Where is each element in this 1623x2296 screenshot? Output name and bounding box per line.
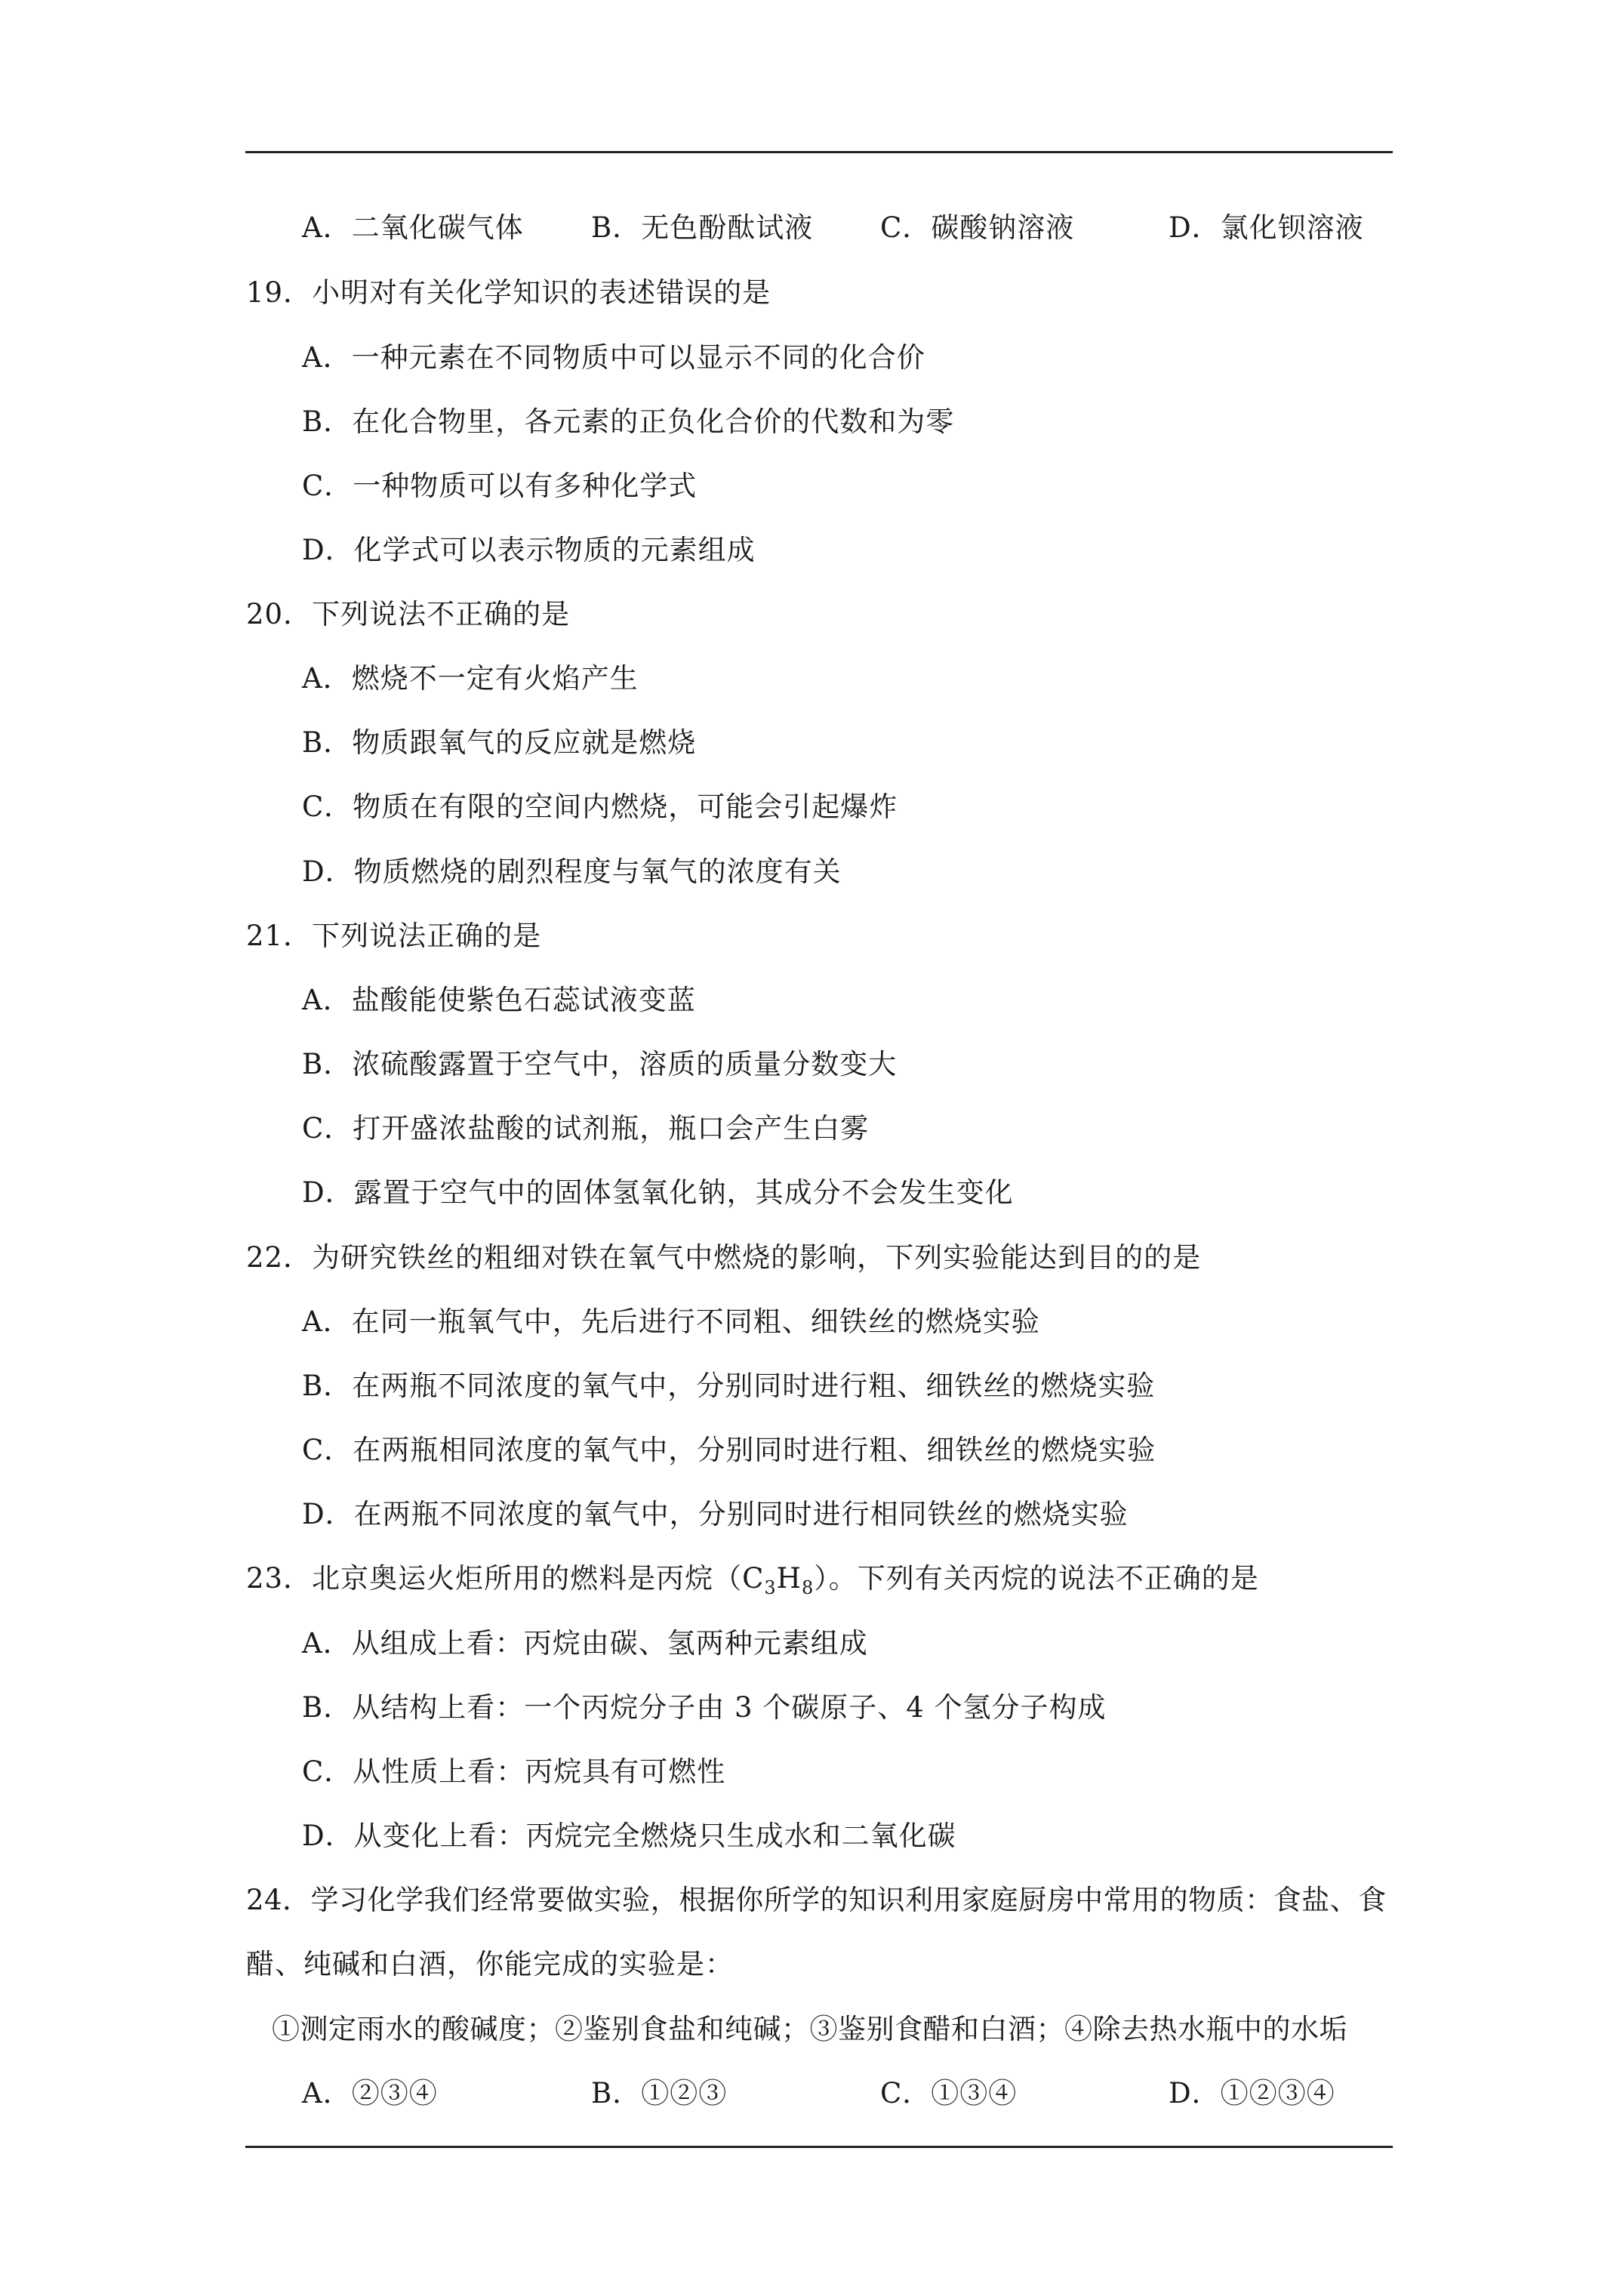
q19-stem: 19．小明对有关化学知识的表述错误的是	[246, 276, 771, 309]
q22-option-b: B．在两瓶不同浓度的氧气中，分别同时进行粗、细铁丝的燃烧实验	[302, 1370, 1156, 1402]
q23-stem-mid: H	[776, 1562, 802, 1595]
q24-items: ①测定雨水的酸碱度；②鉴别食盐和纯碱；③鉴别食醋和白酒；④除去热水瓶中的水垢	[272, 2013, 1347, 2045]
q19-option-d: D．化学式可以表示物质的元素组成	[302, 534, 756, 566]
q22-option-d: D．在两瓶不同浓度的氧气中，分别同时进行相同铁丝的燃烧实验	[302, 1498, 1129, 1530]
q23-stem-after: ）。下列有关丙烷的说法不正确的是	[814, 1562, 1259, 1595]
q21-stem: 21．下列说法正确的是	[246, 920, 542, 952]
q21-option-c: C．打开盛浓盐酸的试剂瓶，瓶口会产生白雾	[302, 1112, 870, 1145]
q19-option-c: C．一种物质可以有多种化学式	[302, 470, 698, 502]
q23-subscript-3: 3	[764, 1577, 777, 1598]
q24-options	[0, 2077, 1623, 2110]
q23-option-c: C．从性质上看：丙烷具有可燃性	[302, 1755, 726, 1788]
q23-stem	[246, 1562, 1259, 1598]
q24-option-c: C．①③④	[880, 2077, 1018, 2110]
q21-option-b: B．浓硫酸露置于空气中，溶质的质量分数变大	[302, 1048, 898, 1080]
q24-option-d: D．①②③④	[1169, 2077, 1335, 2110]
q24-option-b: B．①②③	[591, 2077, 728, 2110]
q18-option-d: D．氯化钡溶液	[1169, 211, 1364, 244]
q20-option-d: D．物质燃烧的剧烈程度与氧气的浓度有关	[302, 855, 842, 888]
footer-rule	[245, 2146, 1393, 2148]
q22-option-a: A．在同一瓶氧气中，先后进行不同粗、细铁丝的燃烧实验	[302, 1305, 1040, 1338]
q18-option-a: A．二氧化碳气体	[302, 211, 524, 244]
q20-option-a: A．燃烧不一定有火焰产生	[302, 662, 639, 695]
q23-subscript-8: 8	[801, 1577, 815, 1598]
q22-option-c: C．在两瓶相同浓度的氧气中，分别同时进行粗、细铁丝的燃烧实验	[302, 1434, 1156, 1466]
q18-option-b: B．无色酚酞试液	[591, 211, 814, 244]
q20-option-c: C．物质在有限的空间内燃烧，可能会引起爆炸	[302, 791, 898, 823]
header-rule	[245, 151, 1393, 153]
q23-option-b: B．从结构上看：一个丙烷分子由 3 个碳原子、4 个氢分子构成	[302, 1691, 1107, 1724]
q23-option-a: A．从组成上看：丙烷由碳、氢两种元素组成	[302, 1627, 868, 1660]
q21-option-d: D．露置于空气中的固体氢氧化钠，其成分不会发生变化	[302, 1176, 1014, 1209]
q21-option-a: A．盐酸能使紫色石蕊试液变蓝	[302, 984, 696, 1016]
q19-option-b: B．在化合物里，各元素的正负化合价的代数和为零	[302, 405, 955, 438]
q24-stem-line2: 醋、纯碱和白酒，你能完成的实验是：	[246, 1948, 734, 1980]
q19-option-a: A．一种元素在不同物质中可以显示不同的化合价	[302, 341, 925, 374]
q23-stem-before: 23．北京奥运火炬所用的燃料是丙烷（C	[246, 1562, 765, 1595]
q20-stem: 20．下列说法不正确的是	[246, 598, 571, 630]
q24-stem-line1: 24．学习化学我们经常要做实验，根据你所学的知识利用家庭厨房中常用的物质：食盐、食	[246, 1884, 1387, 1916]
q18-options	[0, 211, 1623, 245]
q18-option-c: C．碳酸钠溶液	[880, 211, 1075, 244]
q20-option-b: B．物质跟氧气的反应就是燃烧	[302, 726, 697, 759]
q22-stem: 22．为研究铁丝的粗细对铁在氧气中燃烧的影响，下列实验能达到目的的是	[246, 1241, 1202, 1274]
q23-option-d: D．从变化上看：丙烷完全燃烧只生成水和二氧化碳	[302, 1820, 956, 1852]
q24-option-a: A．②③④	[302, 2077, 438, 2110]
